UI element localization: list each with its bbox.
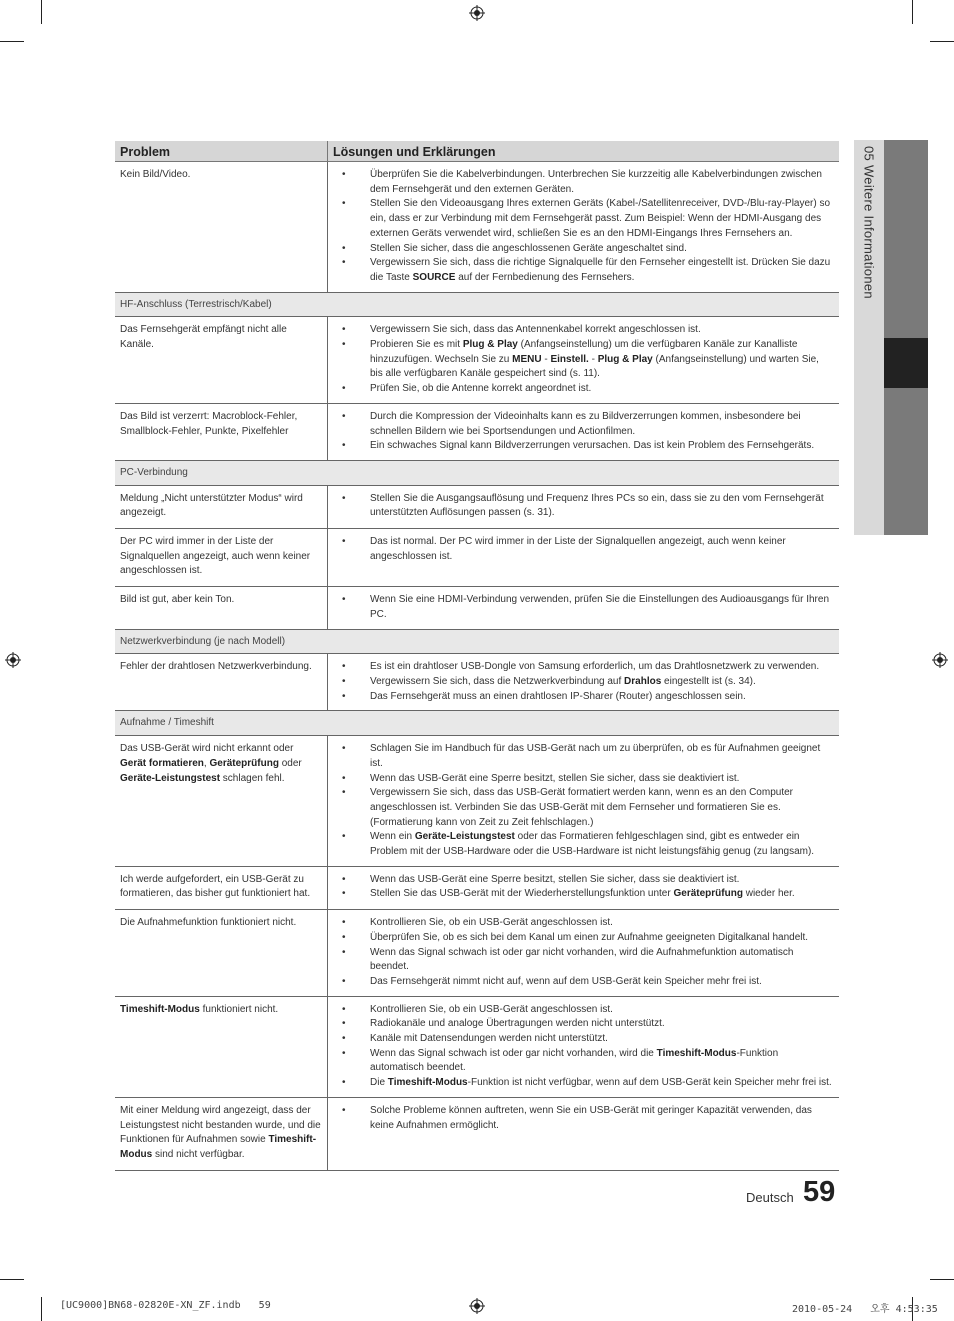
problem-cell: Das USB-Gerät wird nicht erkannt oder Gerät formatieren, Geräteprüfung oder Geräte-Leistungstest schlagen fehl. bbox=[115, 736, 328, 867]
crop-mark bbox=[930, 41, 954, 42]
solution-item: • Vergewissern Sie sich, dass die richtige Signalquelle für den Fernseher eingestellt ist. Drücken Sie dazu die Taste SOURCE auf der Fernbedienung des Fernsehers. bbox=[328, 256, 833, 285]
solutions-cell bbox=[328, 403, 840, 460]
solution-list bbox=[328, 323, 833, 397]
solutions-cell bbox=[328, 162, 840, 293]
solutions-cell bbox=[328, 587, 840, 629]
table-body bbox=[115, 162, 839, 1171]
table-row bbox=[115, 736, 839, 867]
column-header-problem: Problem bbox=[115, 141, 328, 162]
table-row bbox=[115, 403, 839, 460]
solutions-cell bbox=[328, 317, 840, 404]
solution-list bbox=[328, 535, 833, 564]
solution-item: • Kontrollieren Sie, ob ein USB-Gerät angeschlossen ist. bbox=[328, 916, 833, 931]
crop-mark bbox=[912, 0, 913, 24]
solutions-cell bbox=[328, 910, 840, 997]
solution-list bbox=[328, 873, 833, 902]
solution-list bbox=[328, 742, 833, 860]
solutions-cell bbox=[328, 736, 840, 867]
solution-list bbox=[328, 492, 833, 521]
solution-item: • Stellen Sie sicher, dass die angeschlossenen Geräte angeschaltet sind. bbox=[328, 242, 833, 257]
table-row bbox=[115, 317, 839, 404]
solutions-cell bbox=[328, 529, 840, 587]
table-row bbox=[115, 162, 839, 293]
section-header-row bbox=[115, 460, 839, 485]
registration-mark-icon bbox=[5, 652, 21, 668]
solution-item: • Das Fernsehgerät muss an einen drahtlosen IP-Sharer (Router) angeschlossen sein. bbox=[328, 690, 833, 705]
chapter-tab-marker bbox=[884, 338, 928, 388]
solution-item: • Solche Probleme können auftreten, wenn Sie ein USB-Gerät mit geringer Kapazität verwenden, das keine Aufnahmen ermöglicht. bbox=[328, 1104, 833, 1133]
solution-list bbox=[328, 1003, 833, 1091]
solution-item: • Es ist ein drahtloser USB-Dongle von Samsung erforderlich, um das Drahtlosnetzwerk zu verwenden. bbox=[328, 660, 833, 675]
crop-mark bbox=[930, 1279, 954, 1280]
solution-item: • Überprüfen Sie die Kabelverbindungen. Unterbrechen Sie kurzzeitig alle Kabelverbindungen zwischen dem Fernsehgerät und den externen Geräten. bbox=[328, 168, 833, 197]
solution-item: • Das ist normal. Der PC wird immer in der Liste der Signalquellen angezeigt, auch wenn keiner angeschlossen ist. bbox=[328, 535, 833, 564]
solution-item: • Wenn das USB-Gerät eine Sperre besitzt, stellen Sie sicher, dass sie deaktiviert ist. bbox=[328, 873, 833, 888]
solutions-cell bbox=[328, 866, 840, 909]
problem-cell: Bild ist gut, aber kein Ton. bbox=[115, 587, 328, 629]
solution-list bbox=[328, 168, 833, 286]
solution-item: • Stellen Sie den Videoausgang Ihres externen Geräts (Kabel-/Satellitenreceiver, DVD-/Blu-ray-Player) so ein, dass er zur Verbindung mit dem Fernsehgerät passt. Zum Beispiel: Wenn der HDMI-Ausgang des externen Geräts verwendet wird, schließen Sie es an den HDMI-Eingangs Ihres Fernsehers an. bbox=[328, 197, 833, 241]
solution-item: • Wenn ein Geräte-Leistungstest oder das Formatieren fehlgeschlagen sind, gibt es entweder ein Problem mit der USB-Hardware oder die USB-Hardware ist nicht leistungsfähig genug (zu langsam). bbox=[328, 830, 833, 859]
registration-mark-icon bbox=[932, 652, 948, 668]
troubleshooting-table bbox=[115, 141, 839, 1171]
crop-mark bbox=[0, 41, 24, 42]
table-row bbox=[115, 654, 839, 711]
table-row bbox=[115, 996, 839, 1097]
section-title: HF-Anschluss (Terrestrisch/Kabel) bbox=[115, 292, 839, 317]
problem-cell: Fehler der drahtlosen Netzwerkverbindung. bbox=[115, 654, 328, 711]
problem-cell: Ich werde aufgefordert, ein USB-Gerät zu formatieren, das bisher gut funktioniert hat. bbox=[115, 866, 328, 909]
table-row bbox=[115, 587, 839, 629]
solution-item: • Prüfen Sie, ob die Antenne korrekt angeordnet ist. bbox=[328, 382, 833, 397]
problem-cell: Die Aufnahmefunktion funktioniert nicht. bbox=[115, 910, 328, 997]
solution-item: • Durch die Kompression der Videoinhalts kann es zu Bildverzerrungen kommen, insbesondere bei schnellen Bildern wie bei Sportsendungen und Actionfilmen. bbox=[328, 410, 833, 439]
print-slug-timestamp: 2010-05-24 오후 4:53:35 bbox=[792, 1304, 938, 1315]
crop-mark bbox=[0, 1279, 24, 1280]
problem-cell: Kein Bild/Video. bbox=[115, 162, 328, 293]
crop-mark bbox=[41, 0, 42, 24]
table-header-row bbox=[115, 141, 839, 162]
column-header-solutions: Lösungen und Erklärungen bbox=[328, 141, 840, 162]
solution-item: • Vergewissern Sie sich, dass das USB-Gerät formatiert werden kann, wenn es an den Computer angeschlossen ist. Verbinden Sie das USB-Gerät mit dem Fernseher und formatieren Sie es. (Formatierung kann von Zeit zu Zeit fehlschlagen.) bbox=[328, 786, 833, 830]
solution-item: • Das Fernsehgerät nimmt nicht auf, wenn auf dem USB-Gerät kein Speicher mehr frei ist. bbox=[328, 975, 833, 990]
footer-language: Deutsch bbox=[746, 1190, 794, 1205]
solution-item: • Überprüfen Sie, ob es sich bei dem Kanal um einen zur Aufnahme geeigneten Digitalkanal handelt. bbox=[328, 931, 833, 946]
solution-list bbox=[328, 916, 833, 990]
page-number: 59 bbox=[803, 1176, 836, 1208]
solution-item: • Vergewissern Sie sich, dass die Netzwerkverbindung auf Drahlos eingestellt ist (s. 34). bbox=[328, 675, 833, 690]
table-row bbox=[115, 529, 839, 587]
section-title: PC-Verbindung bbox=[115, 460, 839, 485]
solution-item: • Stellen Sie das USB-Gerät mit der Wiederherstellungsfunktion unter Geräteprüfung wieder her. bbox=[328, 887, 833, 902]
section-title: Netzwerkverbindung (je nach Modell) bbox=[115, 629, 839, 654]
registration-mark-icon bbox=[469, 1298, 485, 1314]
registration-mark-icon bbox=[469, 5, 485, 21]
solutions-cell bbox=[328, 485, 840, 528]
solution-list bbox=[328, 1104, 833, 1133]
solution-item: • Ein schwaches Signal kann Bildverzerrungen verursachen. Das ist kein Problem des Fernsehgeräts. bbox=[328, 439, 833, 454]
solution-item: • Stellen Sie die Ausgangsauflösung und Frequenz Ihres PCs so ein, dass sie zu den vom Fernsehgerät unterstützten Auflösungen passen (s. 31). bbox=[328, 492, 833, 521]
section-header-row bbox=[115, 292, 839, 317]
table-row bbox=[115, 1097, 839, 1170]
table-row bbox=[115, 485, 839, 528]
solution-item: • Wenn das USB-Gerät eine Sperre besitzt, stellen Sie sicher, dass sie deaktiviert ist. bbox=[328, 772, 833, 787]
solutions-cell bbox=[328, 996, 840, 1097]
solution-item: • Wenn das Signal schwach ist oder gar nicht vorhanden, wird die Timeshift-Modus-Funktion automatisch beendet. bbox=[328, 1047, 833, 1076]
section-title: Aufnahme / Timeshift bbox=[115, 711, 839, 736]
solution-item: • Wenn Sie eine HDMI-Verbindung verwenden, prüfen Sie die Einstellungen des Audioausgangs für Ihren PC. bbox=[328, 593, 833, 622]
problem-cell: Timeshift-Modus funktioniert nicht. bbox=[115, 996, 328, 1097]
solution-item: • Probieren Sie es mit Plug & Play (Anfangseinstellung) um die verfügbaren Kanäle zur Kanalliste hinzuzufügen. Wechseln Sie zu MENU - Einstell. - Plug & Play (Anfangseinstellung) und warten Sie, bis alle verfügbaren Kanäle gespeichert sind (s. 11). bbox=[328, 338, 833, 382]
solution-list bbox=[328, 593, 833, 622]
solutions-cell bbox=[328, 654, 840, 711]
table-row bbox=[115, 910, 839, 997]
problem-cell: Das Bild ist verzerrt: Macroblock-Fehler, Smallblock-Fehler, Punkte, Pixelfehler bbox=[115, 403, 328, 460]
solution-item: • Vergewissern Sie sich, dass das Antennenkabel korrekt angeschlossen ist. bbox=[328, 323, 833, 338]
solution-item: • Die Timeshift-Modus-Funktion ist nicht verfügbar, wenn auf dem USB-Gerät kein Speicher mehr frei ist. bbox=[328, 1076, 833, 1091]
problem-cell: Mit einer Meldung wird angezeigt, dass der Leistungstest nicht bestanden wurde, und die Funktionen für Aufnahmen sowie Timeshift-Modus sind nicht verfügbar. bbox=[115, 1097, 328, 1170]
section-header-row bbox=[115, 629, 839, 654]
section-header-row bbox=[115, 711, 839, 736]
solution-list bbox=[328, 660, 833, 704]
solution-item: • Kontrollieren Sie, ob ein USB-Gerät angeschlossen ist. bbox=[328, 1003, 833, 1018]
problem-cell: Das Fernsehgerät empfängt nicht alle Kanäle. bbox=[115, 317, 328, 404]
crop-mark bbox=[41, 1297, 42, 1321]
solution-item: • Radiokanäle und analoge Übertragungen werden nicht unterstützt. bbox=[328, 1017, 833, 1032]
chapter-tab-label: 05 Weitere Informationen bbox=[861, 146, 877, 299]
table-row bbox=[115, 866, 839, 909]
solutions-cell bbox=[328, 1097, 840, 1170]
problem-cell: Der PC wird immer in der Liste der Signalquellen angezeigt, auch wenn keiner angeschlossen ist. bbox=[115, 529, 328, 587]
solution-item: • Wenn das Signal schwach ist oder gar nicht vorhanden, wird die Aufnahmefunktion automatisch beendet. bbox=[328, 946, 833, 975]
solution-list bbox=[328, 410, 833, 454]
solution-item: • Schlagen Sie im Handbuch für das USB-Gerät nach um zu überprüfen, ob es für Aufnahmen geeignet ist. bbox=[328, 742, 833, 771]
problem-cell: Meldung „Nicht unterstützter Modus“ wird angezeigt. bbox=[115, 485, 328, 528]
print-slug-file: [UC9000]BN68-02820E-XN_ZF.indb 59 bbox=[60, 1300, 271, 1311]
solution-item: • Kanäle mit Datensendungen werden nicht unterstützt. bbox=[328, 1032, 833, 1047]
